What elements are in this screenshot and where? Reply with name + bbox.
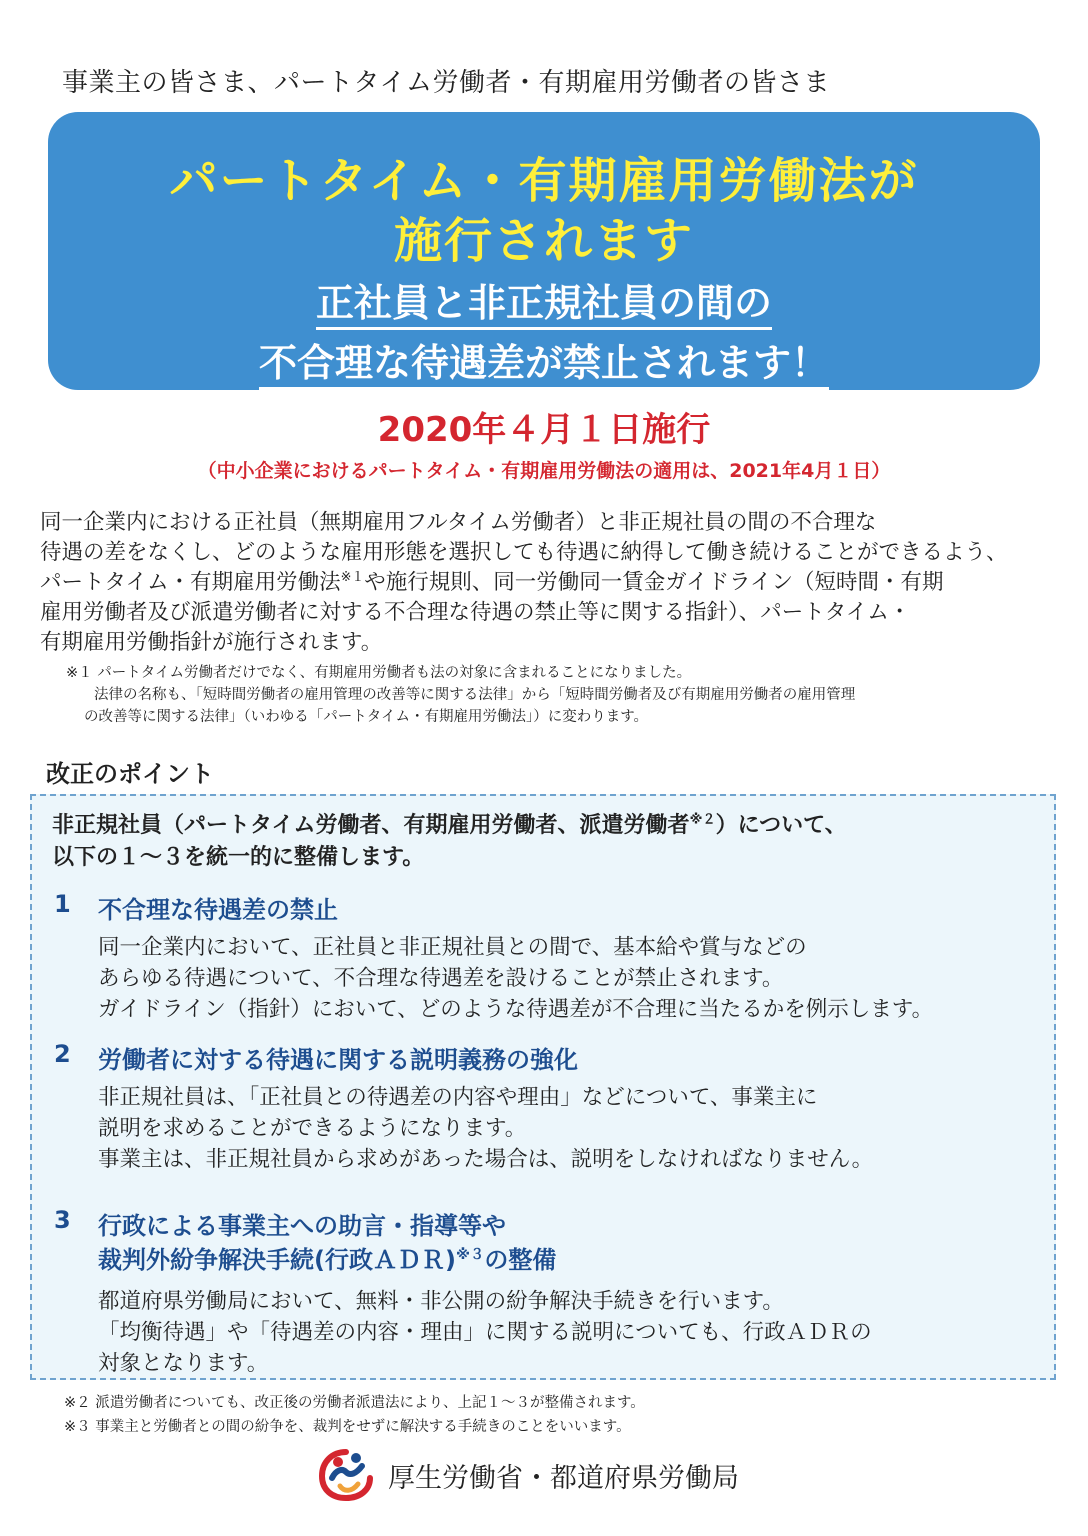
- footnote1-line3: の改善等に関する法律」（いわゆる「パートタイム・有期雇用労働法」）に変わります。: [84, 709, 649, 725]
- footer: [318, 1446, 778, 1502]
- point3-heading-line2: [98, 1240, 556, 1275]
- effective-date: 2020年４月１日施行: [377, 410, 711, 450]
- intro-line3-pre: パートタイム・有期雇用労働法: [40, 570, 341, 595]
- point1-body-line1: 同一企業内において、正社員と非正規社員との間で、基本給や賞与などの: [98, 935, 807, 960]
- point2-number: 2: [54, 1040, 71, 1068]
- point3-heading-line1: 行政による事業主への助言・指導等や: [98, 1212, 506, 1240]
- point3-heading-pre: 裁判外紛争解決手続(行政ＡＤＲ): [98, 1246, 456, 1274]
- points-lead-line2: 以下の１～３を統一的に整備します。: [52, 845, 425, 870]
- lead-post: ）について、: [715, 813, 847, 838]
- title-banner: [48, 112, 1040, 390]
- footnote-ref-3: ※３: [455, 1247, 485, 1263]
- banner-subtitle-line1-text: 正社員と非正規社員の間の: [316, 281, 772, 330]
- footnote3: ※３ 事業主と労働者との間の紛争を、裁判をせずに解決する手続きのことをいいます。: [64, 1419, 631, 1435]
- intro-line: 同一企業内における正社員（無期雇用フルタイム労働者）と非正規社員の間の不合理な: [40, 510, 877, 535]
- point3-body-line3: 対象となります。: [98, 1351, 269, 1376]
- point1-number: 1: [54, 890, 71, 918]
- intro-line: [40, 568, 1050, 598]
- banner-subtitle-line1: [48, 272, 1040, 327]
- points-box: [30, 794, 1056, 1380]
- point3-body-line2: 「均衡待遇」や「待遇差の内容・理由」に関する説明についても、行政ＡＤＲの: [98, 1320, 872, 1345]
- banner-subtitle-line2-text: 不合理な待遇差が禁止されます！: [259, 341, 829, 390]
- point2-body-line2: 説明を求めることができるようになります。: [98, 1116, 527, 1141]
- intro-line: 待遇の差をなくし、どのような雇用形態を選択しても待遇に納得して働き続けることができるよう、: [40, 540, 1008, 565]
- intro-line: 有期雇用労働指針が施行されます。: [40, 630, 383, 655]
- intro-paragraph: [40, 508, 1050, 658]
- footer-org-name: 厚生労働省・都道府県労働局: [388, 1463, 739, 1494]
- banner-title-line2: 施行されます: [393, 213, 694, 269]
- point3-number: 3: [54, 1206, 71, 1234]
- point2-heading: 労働者に対する待遇に関する説明義務の強化: [98, 1046, 578, 1074]
- effective-date-note: （中小企業におけるパートタイム・有期雇用労働法の適用は、2021年4月１日）: [197, 460, 891, 482]
- point2-body-line1: 非正規社員は、「正社員との待遇差の内容や理由」などについて、事業主に: [98, 1085, 818, 1110]
- intro-line3-post: や施行規則、同一労働同一賃金ガイドライン（短時間・有期: [364, 570, 944, 595]
- point1-body-line3: ガイドライン（指針）において、どのような待遇差が不合理に当たるかを例示します。: [98, 997, 934, 1022]
- intro-line: 雇用労働者及び派遣労働者に対する不合理な待遇の禁止等に関する指針）、パートタイム・: [40, 600, 911, 625]
- banner-title-line1: パートタイム・有期雇用労働法が: [169, 153, 919, 209]
- lead-pre: 非正規社員（パートタイム労働者、有期雇用労働者、派遣労働者: [52, 813, 690, 838]
- banner-subtitle-line2: [48, 332, 1040, 387]
- footnote1-line2: 法律の名称も、「短時間労働者の雇用管理の改善等に関する法律」から「短時間労働者及び有期雇用労働者の雇用管理: [94, 687, 856, 703]
- point3-heading-post: の整備: [484, 1246, 557, 1274]
- point1-heading: 不合理な待遇差の禁止: [98, 896, 338, 924]
- point1-body-line2: あらゆる待遇について、不合理な待遇差を設けることが禁止されます。: [98, 966, 784, 991]
- footnote1-line1: ※１ パートタイム労働者だけでなく、有期雇用労働者も法の対象に含まれることになりました。: [66, 665, 692, 681]
- footnote-ref-2: ※２: [689, 812, 716, 828]
- footnote2: ※２ 派遣労働者についても、改正後の労働者派遣法により、上記１～３が整備されます。: [64, 1395, 645, 1411]
- section-title: 改正のポイント: [46, 760, 214, 788]
- points-lead-line1: [52, 808, 1042, 839]
- point3-body-line1: 都道府県労働局において、無料・非公開の紛争解決手続きを行います。: [98, 1289, 784, 1314]
- point2-body-line3: 事業主は、非正規社員から求めがあった場合は、説明をしなければなりません。: [98, 1147, 874, 1172]
- greeting-text: 事業主の皆さま、パートタイム労働者・有期雇用労働者の皆さま: [62, 68, 830, 98]
- footnote-ref-1: ※１: [340, 569, 365, 585]
- ministry-logo-icon: [318, 1446, 374, 1502]
